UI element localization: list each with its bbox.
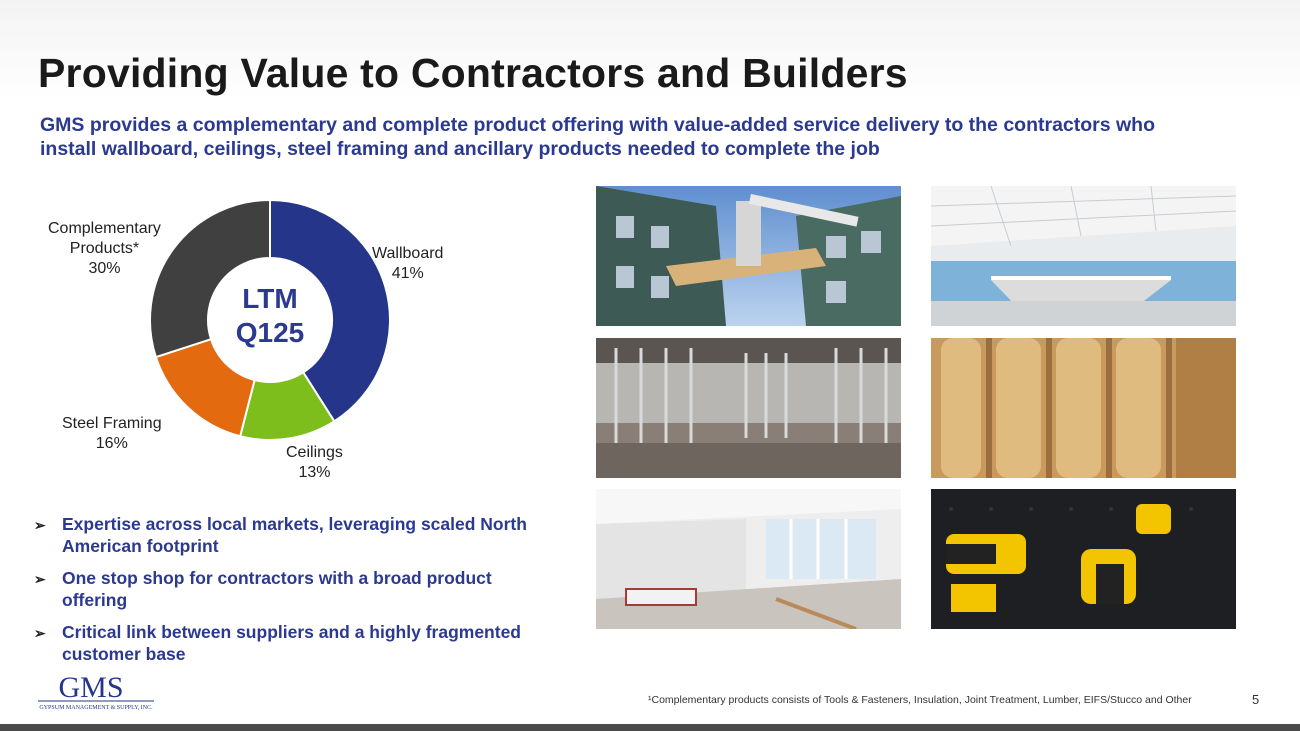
slice-label-name: Complementary xyxy=(48,220,161,237)
value-proposition-list xyxy=(34,513,544,675)
slice-label-value: 16% xyxy=(95,435,128,452)
steel-framing-photo xyxy=(596,338,901,478)
slice-label-name: Wallboard xyxy=(372,245,444,262)
donut-center-label xyxy=(200,282,340,350)
drywall-room-photo xyxy=(596,489,901,629)
arrow-bullet-icon: ➢ xyxy=(34,571,46,587)
list-item xyxy=(34,513,544,557)
center-label-line-1: LTM xyxy=(242,283,298,314)
logo-tagline: GYPSUM MANAGEMENT & SUPPLY, INC. xyxy=(39,705,153,711)
center-label-line-2: Q125 xyxy=(235,317,305,348)
power-tools-photo xyxy=(931,489,1236,629)
revenue-mix-donut-chart xyxy=(0,180,560,500)
slice-label-name: Ceilings xyxy=(286,444,343,461)
page-title: Providing Value to Contractors and Builders xyxy=(38,50,908,96)
donut-slice-steel-framing xyxy=(156,339,255,436)
list-item-text: One stop shop for contractors with a broad product offering xyxy=(62,568,492,610)
wallboard-lift-photo xyxy=(596,186,901,326)
list-item-text: Expertise across local markets, leveraging scaled North American footprint xyxy=(62,514,527,556)
gms-logo xyxy=(36,672,160,712)
list-item xyxy=(34,567,544,611)
slice-label-name-2: Products* xyxy=(69,240,140,257)
page-number: 5 xyxy=(1252,692,1260,707)
arrow-bullet-icon: ➢ xyxy=(34,625,46,641)
slice-label-steel-framing xyxy=(62,414,162,454)
ceiling-interior-photo xyxy=(931,186,1236,326)
insulation-photo xyxy=(931,338,1236,478)
arrow-bullet-icon: ➢ xyxy=(34,517,46,533)
list-item-text: Critical link between suppliers and a highly fragmented customer base xyxy=(62,622,521,664)
slice-label-value: 13% xyxy=(298,464,331,481)
bottom-bar xyxy=(0,724,1300,731)
slice-label-value: 41% xyxy=(391,265,424,282)
page-subtitle: GMS provides a complementary and complete product offering with value-added service delivery to the contractors who install wallboard, ceilings, steel framing and ancillary products needed to complete the job xyxy=(40,114,1156,160)
slice-label-name: Steel Framing xyxy=(62,415,162,432)
list-item xyxy=(34,621,544,665)
slice-label-value: 30% xyxy=(88,260,121,277)
slice-label-wallboard xyxy=(372,244,443,284)
slice-label-complementary xyxy=(48,219,161,279)
slice-label-ceilings xyxy=(286,443,343,483)
logo-mark: GMS xyxy=(58,672,124,704)
footnote: ¹Complementary products consists of Tools & Fasteners, Insulation, Joint Treatment, Lumber, EIFS/Stucco and Other xyxy=(648,694,1192,706)
